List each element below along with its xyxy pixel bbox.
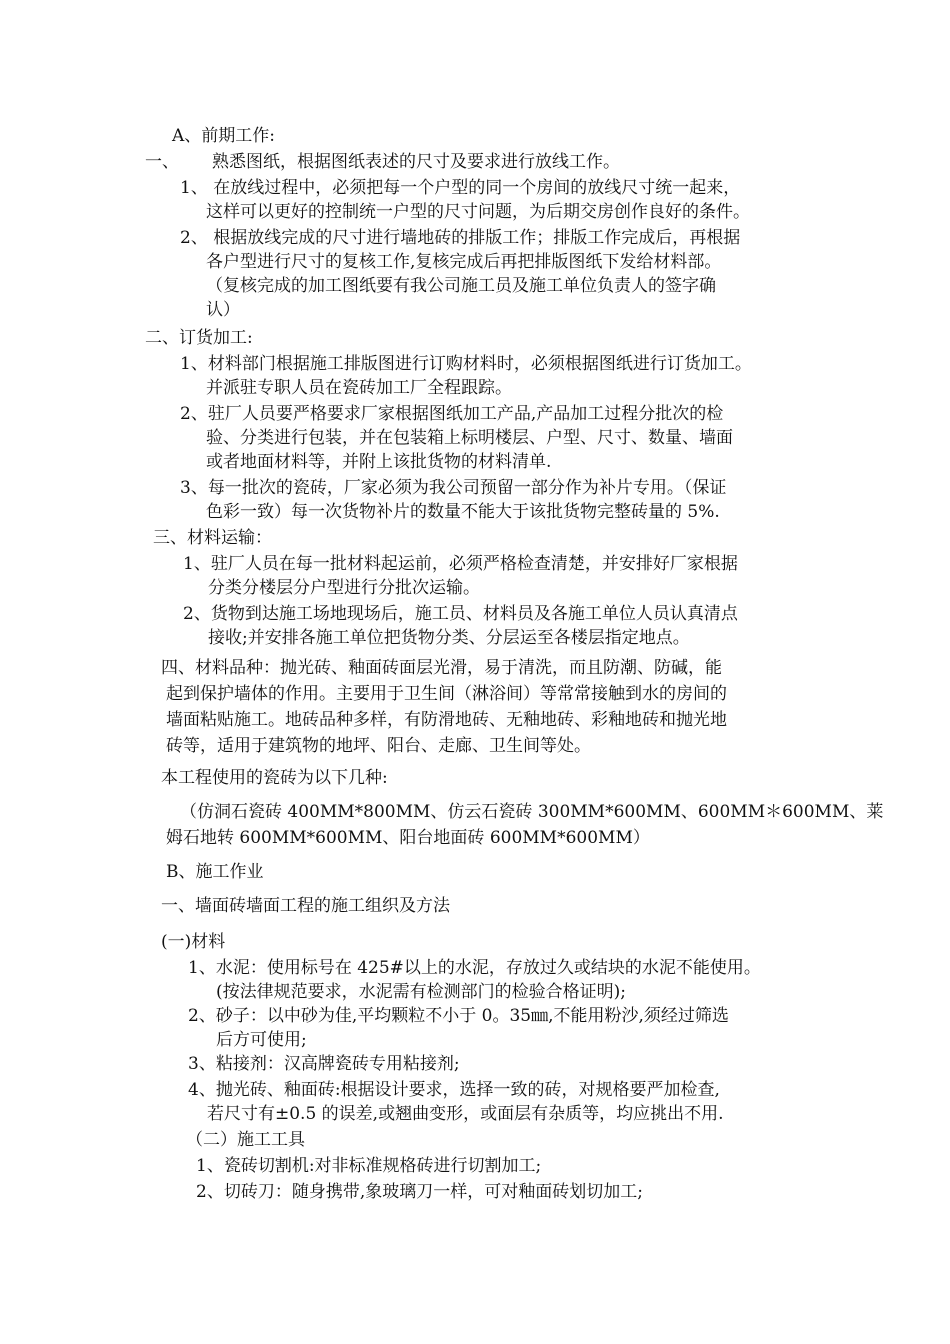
section-1-item-2-line-3: （复核完成的加工图纸要有我公司施工员及施工单位负责人的签字确 [206, 276, 716, 296]
materials-item-3: 3、粘接剂：汉高牌瓷砖专用粘接剂; [188, 1054, 460, 1074]
section-a-title: A、前期工作: [172, 126, 276, 146]
materials-item-2-line-1: 2、砂子：以中砂为佳,平均颗粒不小于 0。35㎜,不能用粉沙,须经过筛选 [188, 1006, 729, 1026]
section-2-item-1-line-2: 并派驻专职人员在瓷砖加工厂全程跟踪。 [206, 378, 512, 398]
materials-item-1-line-1: 1、水泥：使用标号在 425#以上的水泥，存放过久或结块的水泥不能使用。 [188, 958, 761, 978]
section-2-heading: 二、订货加工: [145, 328, 253, 348]
section-2-item-2-line-2: 验、分类进行包装，并在包装箱上标明楼层、户型、尺寸、数量、墙面 [206, 428, 733, 448]
section-b1-heading: 一、墙面砖墙面工程的施工组织及方法 [161, 896, 450, 916]
section-3-item-1-line-2: 分类分楼层分户型进行分批次运输。 [208, 578, 480, 598]
tile-types-intro: 本工程使用的瓷砖为以下几种: [161, 768, 388, 788]
section-b-title: B、施工作业 [166, 862, 264, 882]
section-1-item-2-line-2: 各户型进行尺寸的复核工作,复核完成后再把排版图纸下发给材料部。 [206, 252, 722, 272]
section-4-line-4: 砖等，适用于建筑物的地坪、阳台、走廊、卫生间等处。 [166, 736, 591, 756]
section-3-item-1-line-1: 1、驻厂人员在每一批材料起运前，必须严格检查清楚，并安排好厂家根据 [183, 554, 738, 574]
section-1-heading: 熟悉图纸，根据图纸表述的尺寸及要求进行放线工作。 [212, 152, 620, 172]
section-1-number: 一、 [145, 152, 179, 172]
section-4-line-1: 四、材料品种：抛光砖、釉面砖面层光滑，易于清洗，而且防潮、防碱，能 [161, 658, 722, 678]
section-4-line-3: 墙面粘贴施工。地砖品种多样，有防滑地砖、无釉地砖、彩釉地砖和抛光地 [166, 710, 727, 730]
section-3-heading: 三、材料运输： [153, 528, 272, 548]
section-1-item-1-line-1: 1、 在放线过程中，必须把每一个户型的同一个房间的放线尺寸统一起来， [180, 178, 741, 198]
section-3-item-2-line-1: 2、货物到达施工场地现场后，施工员、材料员及各施工单位人员认真清点 [183, 604, 738, 624]
section-1-item-2-line-4: 认） [206, 300, 240, 320]
materials-item-4-line-2: 若尺寸有±0.5 的误差,或翘曲变形，或面层有杂质等，均应挑出不用. [207, 1104, 724, 1124]
tile-types-line-1: （仿洞石瓷砖 400MM*800MM、仿云石瓷砖 300MM*600MM、600MM＊600MM、莱 [180, 802, 884, 822]
materials-item-1-line-2: (按法律规范要求，水泥需有检测部门的检验合格证明); [216, 982, 626, 1002]
section-2-item-3-line-2: 色彩一致）每一次货物补片的数量不能大于该批货物完整砖量的 5%. [206, 502, 720, 522]
section-1-item-1-line-2: 这样可以更好的控制统一户型的尺寸问题，为后期交房创作良好的条件。 [206, 202, 750, 222]
materials-item-2-line-2: 后方可使用; [216, 1030, 307, 1050]
section-1-item-2-line-1: 2、 根据放线完成的尺寸进行墙地砖的排版工作；排版工作完成后，再根据 [180, 228, 741, 248]
tools-item-2: 2、切砖刀：随身携带,象玻璃刀一样，可对釉面砖划切加工; [196, 1182, 643, 1202]
materials-heading: (一)材料 [161, 932, 226, 952]
tools-item-1: 1、瓷砖切割机:对非标准规格砖进行切割加工; [196, 1156, 542, 1176]
tools-heading: （二）施工工具 [186, 1130, 305, 1150]
section-3-item-2-line-2: 接收;并安排各施工单位把货物分类、分层运至各楼层指定地点。 [208, 628, 690, 648]
tile-types-line-2: 姆石地转 600MM*600MM、阳台地面砖 600MM*600MM） [166, 828, 650, 848]
materials-item-4-line-1: 4、抛光砖、釉面砖:根据设计要求，选择一致的砖，对规格要严加检查, [188, 1080, 720, 1100]
section-4-line-2: 起到保护墙体的作用。主要用于卫生间（淋浴间）等常常接触到水的房间的 [166, 684, 727, 704]
section-2-item-1-line-1: 1、材料部门根据施工排版图进行订购材料时，必须根据图纸进行订货加工。 [180, 354, 752, 374]
section-2-item-3-line-1: 3、每一批次的瓷砖，厂家必须为我公司预留一部分作为补片专用。（保证 [180, 478, 727, 498]
section-2-item-2-line-1: 2、驻厂人员要严格要求厂家根据图纸加工产品,产品加工过程分批次的检 [180, 404, 724, 424]
section-2-item-2-line-3: 或者地面材料等，并附上该批货物的材料清单. [206, 452, 552, 472]
